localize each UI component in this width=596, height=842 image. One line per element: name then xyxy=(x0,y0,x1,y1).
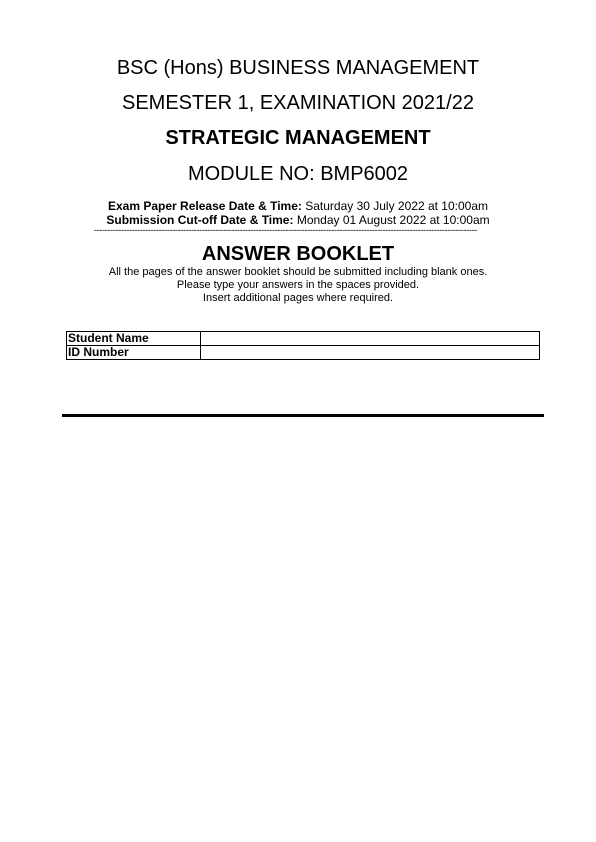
table-row xyxy=(67,346,540,360)
id-number-field[interactable] xyxy=(201,346,540,360)
table-row xyxy=(67,332,540,346)
release-date-label: Exam Paper Release Date & Time: xyxy=(108,199,302,213)
release-date-line xyxy=(0,199,596,213)
instruction-line: Insert additional pages where required. xyxy=(202,292,394,304)
dashed-separator: ---------------------------------------------------------------------------------------------------------------------------------------------- xyxy=(94,225,477,235)
cutoff-date-value: Monday 01 August 2022 at 10:00am xyxy=(293,213,490,227)
instruction-line: All the pages of the answer booklet should be submitted including blank ones. xyxy=(108,266,488,278)
cutoff-date-label: Submission Cut-off Date & Time: xyxy=(106,213,294,227)
programme-title: BSC (Hons) BUSINESS MANAGEMENT xyxy=(116,57,480,79)
semester-title: SEMESTER 1, EXAMINATION 2021/22 xyxy=(122,92,474,114)
student-details-table xyxy=(66,331,540,360)
module-number: MODULE NO: BMP6002 xyxy=(187,163,409,185)
horizontal-rule xyxy=(62,414,544,417)
module-name: STRATEGIC MANAGEMENT xyxy=(165,127,431,149)
student-name-label: Student Name xyxy=(67,332,201,346)
id-number-label: ID Number xyxy=(67,346,201,360)
answer-booklet-title: ANSWER BOOKLET xyxy=(201,243,395,265)
student-name-field[interactable] xyxy=(201,332,540,346)
release-date-value: Saturday 30 July 2022 at 10:00am xyxy=(301,199,488,213)
instruction-line: Please type your answers in the spaces provided. xyxy=(176,279,420,291)
